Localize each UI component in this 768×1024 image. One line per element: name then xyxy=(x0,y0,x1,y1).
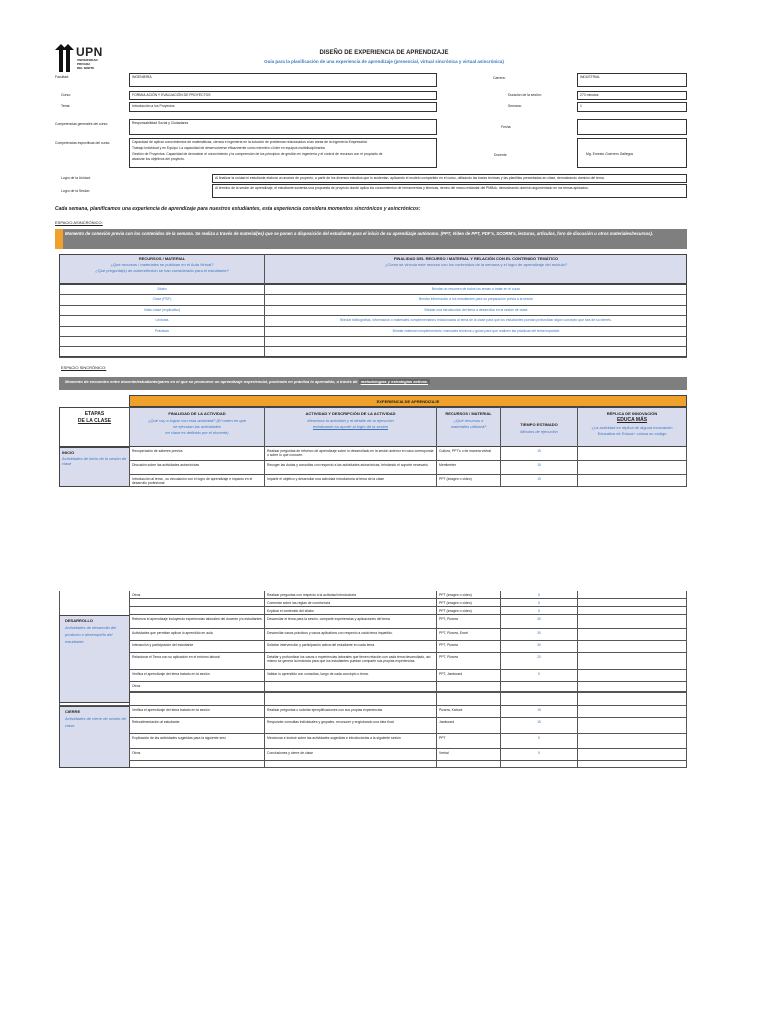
activity-resources: PPT (imagen o video) xyxy=(439,477,472,481)
h-actividad: ACTIVIDAD Y DESCRIPCIÓN DE LA ACTIVIDAD xyxy=(305,411,396,416)
blank-row xyxy=(59,692,687,706)
activity-purpose: Actividades que permitan aplicar lo aprendido en aula xyxy=(132,631,213,635)
sync-title: ESPACIO SINCRÓNICO: xyxy=(61,365,107,370)
logro-unidad-field xyxy=(212,174,687,183)
h-recursos: RECURSOS / MATERIAL xyxy=(445,411,492,416)
semana-label: Semana: xyxy=(508,104,522,108)
async-row-divider xyxy=(59,346,687,347)
activity-resources: PPT (imagen o video) xyxy=(439,601,472,605)
sync-band-text: Momento de encuentro entre docente/estudiante/pares en el que se promueve un aprendizaje experiencial, poniendo en práctica lo aprendido, a través de xyxy=(65,379,358,384)
activity-time: 5 xyxy=(538,736,540,740)
h-actividad-q1: Menciona la actividad y el detalle de la ejecución xyxy=(307,418,394,423)
activity-resources: Cultura, PPT's o de manera verbal xyxy=(439,449,491,453)
activity-purpose: Otros xyxy=(132,751,141,755)
activity-purpose: Recuperación de saberes previos xyxy=(132,449,183,453)
activity-time: 20 xyxy=(537,655,541,659)
async-resource: Video clase (explicativo) xyxy=(143,307,181,312)
comp-especificas-line-4: alcanzar los objetivos del proyecto. xyxy=(132,157,185,161)
desarrollo-desc: Actividades de desarrollo del producto o desempeño del estudiante. xyxy=(65,625,117,644)
fecha-field xyxy=(577,119,687,135)
duracion-value: 270 minutos xyxy=(580,93,599,97)
duracion-label: Duración de la sesión: xyxy=(508,93,542,97)
activity-time: 15 xyxy=(537,708,541,712)
async-col2-q: ¿Cómo se vincula este recurso con los contenidos de la semana y el logro de aprendizaje del módulo? xyxy=(384,262,568,267)
activity-description: Impartir el objetivo y desarrollar una actividad introductoria al tema de la clase xyxy=(267,477,385,481)
activity-time: 15 xyxy=(537,463,541,467)
cierre-desc: Actividades de cierre de sesión de clase. xyxy=(65,716,126,728)
logro-sesion-label: Logro de la Sesión: xyxy=(61,189,91,193)
activity-time: 5 xyxy=(538,609,540,613)
upn-logo xyxy=(55,44,110,78)
async-purpose: Brindar una introducción del tema a desarrollar en la sesión de clase xyxy=(424,307,528,312)
facultad-label: Facultad: xyxy=(55,75,69,79)
docente-label: Docente xyxy=(494,153,507,157)
activity-description: Realizar preguntas con respecto a la actividad introductoria xyxy=(267,593,357,597)
activity-time: 15 xyxy=(537,477,541,481)
activity-description: Mencionar e instruir sobre las actividades sugeridas e introductorias a la siguiente sesión xyxy=(267,736,401,740)
logo-sub-1: UNIVERSIDAD xyxy=(77,58,98,62)
activity-description: Recoger las dudas y consultas con respecto a las actividades asincrónicas, brindando el soporte necesario. xyxy=(267,463,429,467)
activity-description: Detallar y profundizar los casos o experiencias laborales que tienen relación con cada tema desarrollado, así mismo se genera la instancia para que los estudiantes puedan compartir sus propias experiencias. xyxy=(267,655,431,663)
activity-resources: PPT (imagen o video) xyxy=(439,593,472,597)
activity-time: 15 xyxy=(537,720,541,724)
h-recursos-q1: ¿Qué recursos o xyxy=(453,418,484,423)
h-etapas2: DE LA CLASE xyxy=(77,418,112,424)
h-replica-q2: Educativa de Educa+ coloca su código xyxy=(597,431,667,436)
async-col2-title: FINALIDAD DEL RECURSO / MATERIAL Y RELACIÓN CON EL CONTENIDO TEMÁTICO xyxy=(393,256,559,261)
activity-description: Solicitar intervención y participación activa del estudiante en cada tema xyxy=(267,643,375,647)
async-row-divider xyxy=(59,294,687,295)
carrera-value: INDUSTRIAL xyxy=(580,75,601,79)
logro-sesion-value: Al término de la sesión de aprendizaje, el estudiante sustenta una propuesta de proyecto donde aplica los conocimientos de herramientas y técnicas, dentro del marco estándar del PMBok, demostrando dominio argumentado en los temas aplicados. xyxy=(215,186,589,190)
activity-purpose: Verifica el aprendizaje del tema tratado en la sesión xyxy=(132,708,210,712)
async-purpose: Brindar bibliografías, información o materiales complementarios relacionados al tema de la clase para que los estudiantes puedan profundizar algún concepto que sea de su interés. xyxy=(340,318,612,323)
activity-resources: Verbal xyxy=(439,751,449,755)
carrera-label: Carrera: xyxy=(493,76,506,80)
activity-purpose: Verifica el aprendizaje del tema tratado en la sesión xyxy=(132,672,210,676)
logro-unidad-label: Logro de la Unidad: xyxy=(61,176,91,180)
inicio-desc: Actividades de inicio de la sesión de clase xyxy=(62,456,127,466)
async-row-divider xyxy=(59,357,687,358)
async-resource: Sílabo xyxy=(157,287,167,291)
activity-resources: PPT (imagen o video) xyxy=(439,609,472,613)
h-etapas: ETAPAS xyxy=(84,411,105,417)
sync-band-link[interactable]: metodologías y estrategias activas. xyxy=(360,379,429,384)
activity-resources: Mentimeter xyxy=(439,463,456,467)
activity-resources: PPT xyxy=(439,736,446,740)
h-finalidad-q3: en clase es definido por el docente) xyxy=(165,430,229,435)
activity-description: Comentar sobre las reglas de convivencia xyxy=(267,601,331,605)
comp-especificas-line-3: Gestión de Proyectos: Capacidad de demostrar el conocimiento y la comprensión de los principios de gestión en ingeniería y el control de recursos con el propósito de xyxy=(132,152,383,156)
activity-purpose: Introducción al tema , su vinculación con el logro de aprendizaje e impacto en el desarrollo profesional xyxy=(132,477,253,485)
page-title: DISEÑO DE EXPERIENCIA DE APRENDIZAJE xyxy=(319,50,449,56)
activity-resources: Pizarra, Kahoot xyxy=(439,708,463,712)
async-purpose: Brindar información a los estudiantes para su preparación previa a la sesión xyxy=(418,297,534,302)
activity-time: 5 xyxy=(538,672,540,676)
logo-sub-3: DEL NORTE xyxy=(77,66,95,70)
intro-text: Cada semana, planificamos una experiencia de aprendizaje para nuestros estudiantes, esta experiencia considera momentos sincrónicos y asincrónicos: xyxy=(55,206,421,212)
activity-time: 15 xyxy=(537,449,541,453)
async-resource: Lecturas xyxy=(155,318,169,323)
carrera-field xyxy=(577,73,687,87)
logro-unidad-value: Al finalizar la unidad el estudiante elabora un avance de proyecto, a partir de los diversos estudios que lo sustentan, aplicando el modelo compartido en el curso, utilizando las bases teóricas y las plantillas presentadas en clase, demostrando dominio del tema. xyxy=(215,176,605,180)
activity-description: Desarrollar el tema para la sesión, compartir experiencias y aplicaciones del tema xyxy=(267,617,390,621)
h-replica2: EDUCA MÁS xyxy=(616,417,648,423)
activity-purpose: Discusión sobre las actividades asincrónicas xyxy=(132,463,200,467)
h-finalidad-q2: se ejecutan las actividades xyxy=(173,424,221,429)
activity-time: 5 xyxy=(538,601,540,605)
comp-especificas-line-1: Capacidad de aplicar conocimientos de matemáticas, ciencia e ingeniería en la solución de problemas relacionados a las áreas de la Ingeniería Empresarial. xyxy=(132,140,368,144)
fecha-label: Fecha: xyxy=(501,125,512,129)
activity-description: Validar lo aprendido con consultas, luego de cada concepto o tema. xyxy=(267,672,369,676)
desarrollo-title: DESARROLLO xyxy=(65,618,93,623)
activity-resources: PPT, Jamboard xyxy=(439,672,463,676)
async-row-divider xyxy=(59,305,687,306)
activity-description: Realizar preguntas de refuerzo de aprendizaje sobre lo desarrollado en la sesión anterior en caso corresponda o sobre lo que conocen. xyxy=(267,449,434,457)
h-replica-q1: ¿La actividad es réplica de alguna innovación xyxy=(591,425,673,430)
activity-purpose: Refuerza el aprendizaje incluyendo experiencias laborales del docente y/o estudiantes xyxy=(132,617,262,621)
comp-general-field xyxy=(129,119,437,135)
async-purpose: Brindar material complementario, manuales técnicos o guías para que realicen las prácticas del tema impartido xyxy=(392,328,560,333)
async-purpose: Brindar un resumen de todos los temas a tratar en el curso xyxy=(431,287,521,291)
activity-purpose: Relacionar el Tema con su aplicación en el entorno laboral xyxy=(132,655,220,659)
comp-especificas-label: Competencias específicas del curso: xyxy=(55,141,111,145)
async-row-divider xyxy=(59,326,687,327)
logro-sesion-field xyxy=(212,184,687,198)
activity-description: Realizar preguntas o solicitar ejemplificaciones con sus propias experiencias xyxy=(267,708,383,712)
async-resource: Prácticas xyxy=(155,328,169,333)
activity-resources: PPT, Pizarra xyxy=(439,655,458,659)
activity-purpose: Interacción y participación del estudiante xyxy=(132,643,194,647)
activity-description: Conclusiones y cierre de clase xyxy=(267,751,313,755)
async-col1-q1: ¿Qué recursos / materiales se publican en el Aula Virtual? xyxy=(110,262,214,267)
h-replica: RÉPLICA DE INNOVACIÓN xyxy=(606,411,658,416)
logo-sub-2: PRIVADA xyxy=(77,62,91,66)
blank-stage-cell xyxy=(59,591,130,615)
activity-time: 5 xyxy=(538,751,540,755)
docente-field xyxy=(577,138,687,168)
async-resource: Clase (PDF) xyxy=(152,297,172,302)
h-recursos-q2: materiales utilizará? xyxy=(450,424,487,429)
experience-title-bar xyxy=(129,395,687,407)
activity-time: 30 xyxy=(537,631,541,635)
activity-purpose: Retroalimentación al estudiante xyxy=(132,720,180,724)
async-col1-title: RECURSOS / MATERIAL xyxy=(138,256,186,261)
async-band-text: Momento de conexión previa con los contenidos de la semana. Se realiza a través de material(es) que se ponen a disposición del estudiante para el inicio de su aprendizaje autónomo. (PPT, Video de PPT, PDF's, SCORM's, lecturas, artículos, foro de discusión u otros materiales/recursos). xyxy=(65,231,654,236)
h-tiempo-q: Minutos de ejecución xyxy=(520,429,558,434)
upn-logo-mark-icon xyxy=(55,44,77,72)
curso-value: FORMULACIÓN Y EVALUACIÓN DE PROYECTOS xyxy=(132,93,211,97)
activity-resources: PPT, Pizarra xyxy=(439,617,458,621)
activity-purpose: Otros xyxy=(132,593,141,597)
activity-purpose: Otros xyxy=(132,684,141,688)
activity-description: Desarrollar casos prácticos y casos aplicativos con respecto a cada tema impartido. xyxy=(267,631,393,635)
activity-time: 30 xyxy=(537,617,541,621)
comp-general-label: Competencias generales del curso: xyxy=(55,122,109,126)
semana-field xyxy=(577,102,687,112)
h-actividad-q2: enfatizando su aporte al logro de la sesión xyxy=(312,424,389,429)
async-col1-q2: ¿Qué pregunta(s) de autorreflexión se han considerado para el estudiante? xyxy=(95,268,229,273)
logo-brand: UPN xyxy=(76,45,103,59)
experience-title: EXPERIENCIA DE APRENDIZAJE xyxy=(376,399,440,404)
activity-resources: PPT, Pizarra, Excel xyxy=(439,631,469,635)
curso-label: Curso: xyxy=(61,93,71,97)
activity-description: Responder consultas individuales y grupales, reconocer y englobando una idea final. xyxy=(267,720,395,724)
activity-purpose: Explicación de las actividades sugeridas para la siguiente sesi xyxy=(132,736,226,740)
facultad-field xyxy=(129,73,437,87)
docente-value: Mg. Ernesto Guerrero Gallegos xyxy=(586,152,634,156)
async-row-divider xyxy=(59,336,687,337)
cierre-title: CIERRE xyxy=(65,709,81,714)
async-band-marker xyxy=(55,229,63,249)
tema-value: Introducción a los Proyectos xyxy=(132,104,175,108)
h-finalidad-q1: ¿Qué voy a lograr con esta actividad? (El orden en que xyxy=(147,418,247,423)
facultad-value: INGENIERÍA xyxy=(132,75,152,79)
async-title: ESPACIO ASINCRÓNICO: xyxy=(55,220,103,225)
curso-field xyxy=(129,91,437,100)
activity-resources: PPT, Pizarra xyxy=(439,643,458,647)
comp-especificas-field xyxy=(129,138,437,168)
h-finalidad: FINALIDAD DE LA ACTIVIDAD xyxy=(168,411,226,416)
blank-row xyxy=(59,761,687,768)
sync-band xyxy=(59,377,687,390)
semana-value: 1 xyxy=(580,104,582,108)
async-row-divider xyxy=(59,315,687,316)
inicio-title: INICIO xyxy=(62,450,75,455)
tema-field xyxy=(129,102,437,112)
page-subtitle: Guía para la planificación de una experiencia de aprendizaje (presencial, virtual sincrónica y virtual asincrónica) xyxy=(264,59,504,64)
comp-general-value: Responsabilidad Social y Ciudadanía xyxy=(132,121,189,125)
comp-especificas-line-2: Trabajo Individual y en Equipo: La capacidad de desenvolverse eficazmente como miembro o líder en equipos multidisciplinarios xyxy=(132,146,326,150)
duracion-field xyxy=(577,91,687,100)
activity-time: 5 xyxy=(538,593,540,597)
tema-label: Tema: xyxy=(61,104,71,108)
async-band xyxy=(55,229,687,249)
activity-time: 30 xyxy=(537,643,541,647)
activity-description: Explicar el contenido del sílabo xyxy=(267,609,314,613)
activity-resources: Jamboard xyxy=(439,720,455,724)
h-tiempo: TIEMPO ESTIMADO xyxy=(520,422,558,427)
